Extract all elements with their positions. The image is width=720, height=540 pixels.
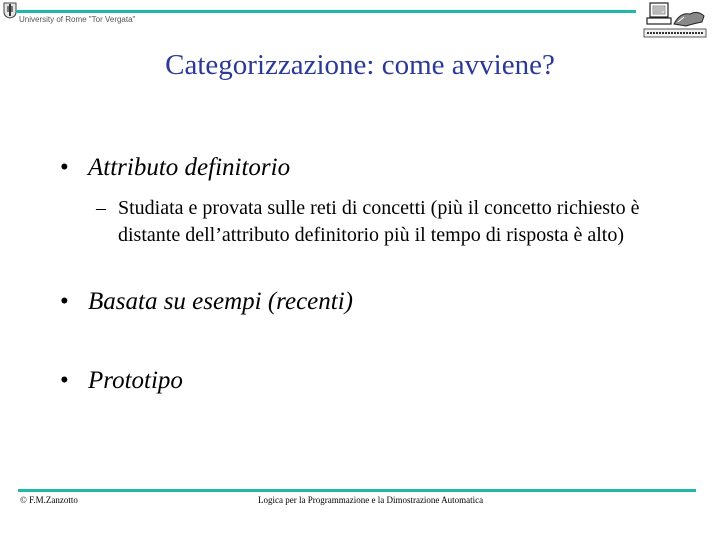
bullet-icon: • [60, 288, 69, 315]
university-label: University of Rome "Tor Vergata" [19, 15, 136, 24]
bullet-text: Attributo definitorio [88, 154, 291, 181]
sub-bullet-item [96, 195, 696, 249]
sub-bullet-text: Studiata e provata sulle reti di concetti (più il concetto richiesto è distante dell’attributo definitorio più il tempo di risposta è alto) [118, 197, 640, 246]
footer-course-title: Logica per la Programmazione e la Dimostrazione Automatica [258, 495, 484, 505]
bullet-icon: • [60, 154, 69, 181]
bullet-item-attributo [60, 153, 290, 183]
bullet-item-prototipo [60, 366, 183, 396]
bullet-icon: • [60, 367, 69, 394]
bullet-item-esempi [60, 287, 353, 317]
footer-author: © F.M.Zanzotto [20, 495, 78, 505]
computer-and-hand-logo-icon [642, 2, 708, 38]
slide-title: Categorizzazione: come avviene? [165, 49, 555, 81]
university-crest-icon [3, 2, 17, 19]
header-rule [16, 10, 636, 13]
bullet-text: Basata su esempi (recenti) [88, 288, 353, 315]
footer-rule [18, 489, 696, 492]
bullet-text: Prototipo [88, 367, 183, 394]
dash-icon: – [96, 197, 106, 219]
